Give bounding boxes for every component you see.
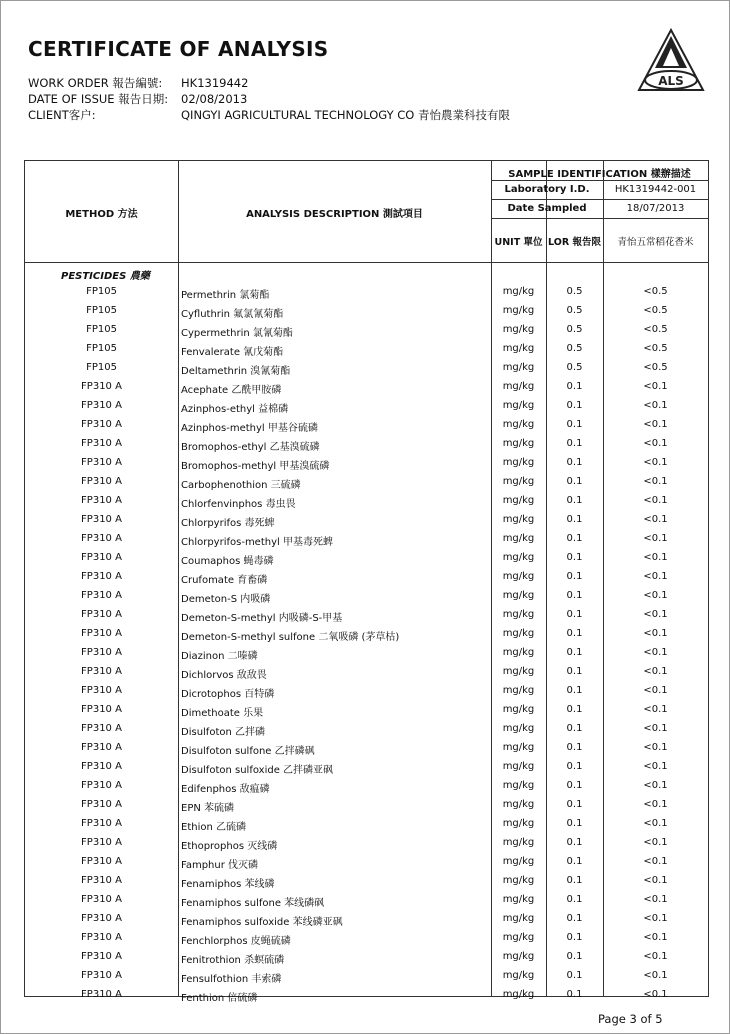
lor-cell: 0.1 xyxy=(566,780,583,791)
client-value: QINGYI AGRICULTURAL TECHNOLOGY CO 青怡農業科技有限 xyxy=(181,108,511,122)
unit-cell: mg/kg xyxy=(502,495,535,506)
date-sampled-label: Date Sampled xyxy=(507,203,587,214)
method-cell: FP310 A xyxy=(81,932,122,943)
method-cell: FP310 A xyxy=(81,913,122,924)
analyte-cell: Disulfoton 乙拌磷 xyxy=(181,727,265,738)
method-cell: FP310 A xyxy=(81,400,122,411)
result-cell: <0.1 xyxy=(643,533,668,544)
analyte-cell: Demeton-S-methyl sulfone 二氧吸磷 (茅草枯) xyxy=(181,632,400,643)
unit-cell: mg/kg xyxy=(502,742,535,753)
lor-cell: 0.1 xyxy=(566,571,583,582)
unit-cell: mg/kg xyxy=(502,400,535,411)
analyte-cell: Fenvalerate 氰戊菊酯 xyxy=(181,347,284,358)
table-row xyxy=(25,397,708,416)
analyte-cell: Permethrin 氯菊酯 xyxy=(181,290,270,301)
unit-cell: mg/kg xyxy=(502,970,535,981)
analyte-cell: EPN 苯硫磷 xyxy=(181,803,235,814)
lor-cell: 0.1 xyxy=(566,552,583,563)
analyte-cell: Bromophos-methyl 甲基溴硫磷 xyxy=(181,461,330,472)
method-cell: FP310 A xyxy=(81,590,122,601)
result-cell: <0.1 xyxy=(643,590,668,601)
method-cell: FP105 xyxy=(86,324,117,335)
table-row xyxy=(25,720,708,739)
method-cell: FP310 A xyxy=(81,894,122,905)
page-title: CERTIFICATE OF ANALYSIS xyxy=(28,37,329,61)
unit-cell: mg/kg xyxy=(502,951,535,962)
lor-cell: 0.5 xyxy=(566,343,583,354)
method-cell: FP310 A xyxy=(81,818,122,829)
method-cell: FP105 xyxy=(86,286,117,297)
analyte-cell: Disulfoton sulfone 乙拌磷砜 xyxy=(181,746,315,757)
method-cell: FP310 A xyxy=(81,457,122,468)
result-cell: <0.1 xyxy=(643,628,668,639)
analyte-cell: Fenamiphos sulfone 苯线磷砜 xyxy=(181,898,325,909)
analyte-cell: Dicrotophos 百特磷 xyxy=(181,689,275,700)
unit-cell: mg/kg xyxy=(502,476,535,487)
result-cell: <0.1 xyxy=(643,476,668,487)
section-pesticides: PESTICIDES 農藥 xyxy=(61,271,150,282)
unit-cell: mg/kg xyxy=(502,856,535,867)
method-cell: FP105 xyxy=(86,343,117,354)
analyte-cell: Azinphos-ethyl 益棉磷 xyxy=(181,404,289,415)
method-cell: FP310 A xyxy=(81,799,122,810)
unit-cell: mg/kg xyxy=(502,780,535,791)
result-cell: <0.5 xyxy=(643,286,668,297)
table-row xyxy=(25,891,708,910)
unit-cell: mg/kg xyxy=(502,875,535,886)
table-row xyxy=(25,530,708,549)
lor-cell: 0.1 xyxy=(566,875,583,886)
unit-cell: mg/kg xyxy=(502,685,535,696)
analyte-cell: Fensulfothion 丰索磷 xyxy=(181,974,282,985)
analyte-cell: Chlorpyrifos 毒死蜱 xyxy=(181,518,275,529)
lor-cell: 0.1 xyxy=(566,894,583,905)
table-row xyxy=(25,435,708,454)
analyte-cell: Crufomate 育畜磷 xyxy=(181,575,268,586)
lor-cell: 0.1 xyxy=(566,514,583,525)
result-cell: <0.5 xyxy=(643,343,668,354)
result-cell: <0.1 xyxy=(643,552,668,563)
unit-cell: mg/kg xyxy=(502,533,535,544)
lor-cell: 0.1 xyxy=(566,476,583,487)
unit-cell: mg/kg xyxy=(502,590,535,601)
table-row xyxy=(25,815,708,834)
table-row xyxy=(25,359,708,378)
method-cell: FP310 A xyxy=(81,780,122,791)
result-cell: <0.1 xyxy=(643,704,668,715)
lor-cell: 0.1 xyxy=(566,704,583,715)
table-row xyxy=(25,929,708,948)
issue-date-line xyxy=(28,91,247,107)
work-order-label: WORK ORDER 報告編號: xyxy=(28,76,163,90)
unit-cell: mg/kg xyxy=(502,324,535,335)
result-cell: <0.1 xyxy=(643,913,668,924)
method-cell: FP310 A xyxy=(81,723,122,734)
method-cell: FP105 xyxy=(86,362,117,373)
method-cell: FP310 A xyxy=(81,628,122,639)
result-cell: <0.1 xyxy=(643,837,668,848)
result-cell: <0.1 xyxy=(643,514,668,525)
method-cell: FP310 A xyxy=(81,837,122,848)
unit-cell: mg/kg xyxy=(502,932,535,943)
result-cell: <0.1 xyxy=(643,457,668,468)
table-row xyxy=(25,872,708,891)
table-row xyxy=(25,606,708,625)
lor-cell: 0.5 xyxy=(566,362,583,373)
table-row xyxy=(25,492,708,511)
result-cell: <0.1 xyxy=(643,799,668,810)
lor-cell: 0.1 xyxy=(566,533,583,544)
result-cell: <0.1 xyxy=(643,723,668,734)
method-header: METHOD 方法 xyxy=(65,209,138,220)
result-cell: <0.1 xyxy=(643,761,668,772)
analyte-cell: Cyfluthrin 氟氯氰菊酯 xyxy=(181,309,284,320)
result-cell: <0.1 xyxy=(643,647,668,658)
table-row xyxy=(25,378,708,397)
lor-cell: 0.1 xyxy=(566,495,583,506)
table-row xyxy=(25,568,708,587)
analyte-cell: Demeton-S 内吸磷 xyxy=(181,594,271,605)
result-cell: <0.1 xyxy=(643,951,668,962)
table-row xyxy=(25,758,708,777)
method-cell: FP310 A xyxy=(81,875,122,886)
method-cell: FP310 A xyxy=(81,761,122,772)
result-cell: <0.1 xyxy=(643,875,668,886)
result-cell: <0.1 xyxy=(643,894,668,905)
method-cell: FP310 A xyxy=(81,647,122,658)
lor-cell: 0.1 xyxy=(566,685,583,696)
table-row xyxy=(25,644,708,663)
page-number: Page 3 of 5 xyxy=(598,1012,663,1026)
method-cell: FP310 A xyxy=(81,666,122,677)
table-row xyxy=(25,777,708,796)
lor-cell: 0.1 xyxy=(566,932,583,943)
table-row xyxy=(25,910,708,929)
table-row xyxy=(25,739,708,758)
table-row xyxy=(25,948,708,967)
result-cell: <0.5 xyxy=(643,324,668,335)
unit-cell: mg/kg xyxy=(502,362,535,373)
method-cell: FP310 A xyxy=(81,476,122,487)
analyte-cell: Fenitrothion 杀螟硫磷 xyxy=(181,955,285,966)
lor-cell: 0.1 xyxy=(566,419,583,430)
table-row xyxy=(25,682,708,701)
sample-name: 青怡五常稻花香米 xyxy=(617,237,694,248)
analyte-cell: Ethion 乙硫磷 xyxy=(181,822,246,833)
logo-text: ALS xyxy=(658,74,684,88)
client-line xyxy=(28,107,510,123)
unit-header: UNIT 單位 xyxy=(494,237,543,248)
table-row xyxy=(25,321,708,340)
lor-cell: 0.1 xyxy=(566,913,583,924)
issue-date-label: DATE OF ISSUE 報告日期: xyxy=(28,92,169,106)
unit-cell: mg/kg xyxy=(502,723,535,734)
analysis-header: ANALYSIS DESCRIPTION 測試項目 xyxy=(246,209,423,220)
unit-cell: mg/kg xyxy=(502,913,535,924)
unit-cell: mg/kg xyxy=(502,628,535,639)
method-cell: FP310 A xyxy=(81,514,122,525)
table-row xyxy=(25,701,708,720)
table-row xyxy=(25,796,708,815)
analyte-cell: Coumaphos 蝇毒磷 xyxy=(181,556,274,567)
method-cell: FP310 A xyxy=(81,989,122,1000)
method-cell: FP310 A xyxy=(81,438,122,449)
method-cell: FP310 A xyxy=(81,609,122,620)
method-cell: FP310 A xyxy=(81,704,122,715)
analyte-cell: Fenamiphos sulfoxide 苯线磷亚砜 xyxy=(181,917,343,928)
unit-cell: mg/kg xyxy=(502,989,535,1000)
unit-cell: mg/kg xyxy=(502,457,535,468)
result-cell: <0.1 xyxy=(643,609,668,620)
analyte-cell: Ethoprophos 灭线磷 xyxy=(181,841,278,852)
unit-cell: mg/kg xyxy=(502,818,535,829)
method-cell: FP310 A xyxy=(81,495,122,506)
analyte-cell: Carbophenothion 三硫磷 xyxy=(181,480,301,491)
lor-cell: 0.1 xyxy=(566,609,583,620)
table-row xyxy=(25,853,708,872)
method-cell: FP310 A xyxy=(81,552,122,563)
method-cell: FP310 A xyxy=(81,856,122,867)
result-cell: <0.1 xyxy=(643,685,668,696)
result-cell: <0.1 xyxy=(643,989,668,1000)
lor-cell: 0.5 xyxy=(566,286,583,297)
lor-cell: 0.1 xyxy=(566,647,583,658)
table-row xyxy=(25,834,708,853)
sample-identification-header: SAMPLE IDENTIFICATION 樣辦描述 xyxy=(508,169,691,180)
result-cell: <0.1 xyxy=(643,856,668,867)
analyte-cell: Fenthion 倍硫磷 xyxy=(181,993,258,1004)
lor-cell: 0.1 xyxy=(566,381,583,392)
laboratory-id-value: HK1319442-001 xyxy=(614,184,697,195)
method-cell: FP310 A xyxy=(81,381,122,392)
table-row xyxy=(25,454,708,473)
analyte-cell: Chlorpyrifos-methyl 甲基毒死蜱 xyxy=(181,537,333,548)
analyte-cell: Azinphos-methyl 甲基谷硫磷 xyxy=(181,423,318,434)
result-cell: <0.1 xyxy=(643,419,668,430)
result-cell: <0.5 xyxy=(643,362,668,373)
method-cell: FP310 A xyxy=(81,419,122,430)
analyte-cell: Demeton-S-methyl 内吸磷-S-甲基 xyxy=(181,613,343,624)
analyte-cell: Fenamiphos 苯线磷 xyxy=(181,879,275,890)
table-row xyxy=(25,302,708,321)
unit-cell: mg/kg xyxy=(502,419,535,430)
results-table xyxy=(24,160,709,1004)
table-row xyxy=(25,663,708,682)
als-logo-icon xyxy=(637,28,705,92)
lor-cell: 0.1 xyxy=(566,400,583,411)
table-row xyxy=(25,511,708,530)
result-cell: <0.1 xyxy=(643,666,668,677)
lor-cell: 0.1 xyxy=(566,723,583,734)
table-row xyxy=(25,967,708,986)
analyte-cell: Famphur 伐灭磷 xyxy=(181,860,259,871)
lor-cell: 0.1 xyxy=(566,951,583,962)
analyte-cell: Dichlorvos 敌敌畏 xyxy=(181,670,267,681)
result-cell: <0.1 xyxy=(643,400,668,411)
analyte-cell: Chlorfenvinphos 毒虫畏 xyxy=(181,499,296,510)
lor-cell: 0.1 xyxy=(566,666,583,677)
lor-cell: 0.1 xyxy=(566,761,583,772)
lor-cell: 0.1 xyxy=(566,837,583,848)
date-sampled-value: 18/07/2013 xyxy=(626,203,685,214)
lor-cell: 0.1 xyxy=(566,856,583,867)
result-cell: <0.1 xyxy=(643,495,668,506)
lor-cell: 0.1 xyxy=(566,438,583,449)
analyte-cell: Disulfoton sulfoxide 乙拌磷亚砜 xyxy=(181,765,334,776)
method-cell: FP105 xyxy=(86,305,117,316)
unit-cell: mg/kg xyxy=(502,438,535,449)
table-row xyxy=(25,416,708,435)
unit-cell: mg/kg xyxy=(502,666,535,677)
method-cell: FP310 A xyxy=(81,533,122,544)
analyte-cell: Cypermethrin 氯氰菊酯 xyxy=(181,328,293,339)
table-row xyxy=(25,587,708,606)
lor-cell: 0.1 xyxy=(566,590,583,601)
result-cell: <0.5 xyxy=(643,305,668,316)
unit-cell: mg/kg xyxy=(502,343,535,354)
method-cell: FP310 A xyxy=(81,742,122,753)
unit-cell: mg/kg xyxy=(502,552,535,563)
unit-cell: mg/kg xyxy=(502,571,535,582)
unit-cell: mg/kg xyxy=(502,761,535,772)
unit-cell: mg/kg xyxy=(502,894,535,905)
lor-cell: 0.1 xyxy=(566,628,583,639)
table-row xyxy=(25,549,708,568)
lor-cell: 0.1 xyxy=(566,742,583,753)
table-row xyxy=(25,473,708,492)
unit-cell: mg/kg xyxy=(502,799,535,810)
method-cell: FP310 A xyxy=(81,970,122,981)
method-cell: FP310 A xyxy=(81,951,122,962)
lor-cell: 0.5 xyxy=(566,305,583,316)
analyte-cell: Acephate 乙酰甲胺磷 xyxy=(181,385,282,396)
lor-header: LOR 報告限 xyxy=(548,237,601,248)
lor-cell: 0.1 xyxy=(566,799,583,810)
unit-cell: mg/kg xyxy=(502,381,535,392)
lor-cell: 0.1 xyxy=(566,818,583,829)
analyte-cell: Dimethoate 乐果 xyxy=(181,708,264,719)
work-order-value: HK1319442 xyxy=(181,76,249,90)
lor-cell: 0.1 xyxy=(566,970,583,981)
result-cell: <0.1 xyxy=(643,381,668,392)
laboratory-id-label: Laboratory I.D. xyxy=(504,184,590,195)
table-row xyxy=(25,986,708,1005)
unit-cell: mg/kg xyxy=(502,305,535,316)
method-cell: FP310 A xyxy=(81,685,122,696)
analyte-cell: Fenchlorphos 皮蝇硫磷 xyxy=(181,936,291,947)
unit-cell: mg/kg xyxy=(502,609,535,620)
client-label: CLIENT客户: xyxy=(28,108,96,122)
method-cell: FP310 A xyxy=(81,571,122,582)
analyte-cell: Deltamethrin 溴氰菊酯 xyxy=(181,366,291,377)
table-row xyxy=(25,283,708,302)
lor-cell: 0.5 xyxy=(566,324,583,335)
table-row xyxy=(25,625,708,644)
table-row xyxy=(25,340,708,359)
result-cell: <0.1 xyxy=(643,742,668,753)
analyte-cell: Bromophos-ethyl 乙基溴硫磷 xyxy=(181,442,320,453)
result-cell: <0.1 xyxy=(643,932,668,943)
result-cell: <0.1 xyxy=(643,780,668,791)
analyte-cell: Edifenphos 敌瘟磷 xyxy=(181,784,270,795)
unit-cell: mg/kg xyxy=(502,286,535,297)
work-order-line xyxy=(28,75,248,91)
lor-cell: 0.1 xyxy=(566,457,583,468)
unit-cell: mg/kg xyxy=(502,514,535,525)
result-cell: <0.1 xyxy=(643,571,668,582)
result-cell: <0.1 xyxy=(643,970,668,981)
unit-cell: mg/kg xyxy=(502,837,535,848)
analyte-cell: Diazinon 二嗪磷 xyxy=(181,651,258,662)
issue-date-value: 02/08/2013 xyxy=(181,92,248,106)
lor-cell: 0.1 xyxy=(566,989,583,1000)
result-cell: <0.1 xyxy=(643,438,668,449)
unit-cell: mg/kg xyxy=(502,647,535,658)
unit-cell: mg/kg xyxy=(502,704,535,715)
result-cell: <0.1 xyxy=(643,818,668,829)
